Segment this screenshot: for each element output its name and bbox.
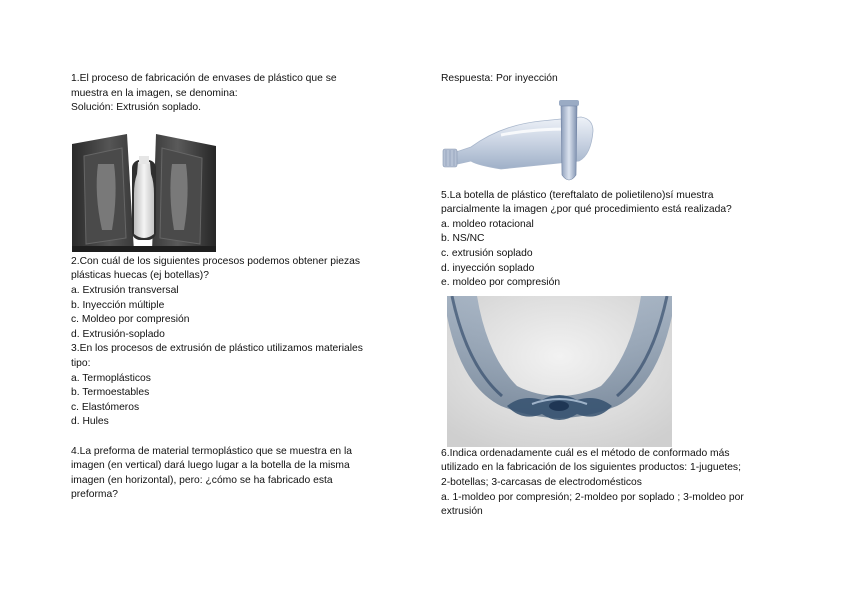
question-2-option-b: b. Inyección múltiple [71,299,165,311]
bottle-bottom-photo [447,296,672,447]
question-4-line-1: 4.La preforma de material termoplástico que se muestra en la [71,445,353,457]
question-2-line-2: plásticas huecas (ej botellas)? [71,270,209,282]
question-6-line-2: utilizado en la fabricación de los siguientes productos: 1-juguetes; [441,462,741,474]
question-3-option-d: d. Hules [71,416,109,428]
question-5-line-2: parcialmente la imagen ¿por qué procedimiento está realizada? [441,204,732,216]
question-6-line-3: 2-botellas; 3-carcasas de electrodomésticos [441,476,642,488]
question-5-line-1: 5.La botella de plástico (tereftalato de polietileno)sí muestra [441,189,714,201]
question-1-line-2: muestra en la imagen, se denomina: [71,87,238,99]
question-4 [71,445,391,503]
question-3-line-1: 3.En los procesos de extrusión de plástico utilizamos materiales [71,343,363,355]
question-2-option-c: c. Moldeo por compresión [71,314,190,326]
question-6-line-4: a. 1-moldeo por compresión; 2-moldeo por soplado ; 3-moldeo por [441,491,744,503]
question-5-option-b: b. NS/NC [441,233,485,245]
question-3 [71,342,391,430]
question-5-option-c: c. extrusión soplado [441,247,533,259]
question-6-line-1: 6.Indica ordenadamente cuál es el método de conformado más [441,447,730,459]
question-1-line-1: 1.El proceso de fabricación de envases de plástico que se [71,73,337,84]
mold-photo [72,134,216,252]
question-6 [441,447,781,520]
question-6-line-5: extrusión [441,506,483,518]
question-5-option-d: d. inyección soplado [441,262,535,274]
question-2 [71,255,391,343]
spacer [71,430,391,445]
question-3-line-2: tipo: [71,357,91,369]
question-5-option-a: a. moldeo rotacional [441,218,534,230]
question-4-line-3: imagen (en horizontal), pero: ¿cómo se ha fabricado esta [71,474,333,486]
question-3-option-c: c. Elastómeros [71,401,140,413]
bottle-preform-photo [441,95,596,190]
question-2-option-d: d. Extrusión-soplado [71,328,165,340]
question-2-line-1: 2.Con cuál de los siguientes procesos podemos obtener piezas [71,255,361,267]
question-2-option-a: a. Extrusión transversal [71,284,179,296]
question-4-line-4: preforma? [71,489,118,501]
question-5 [441,189,781,291]
question-1 [71,72,391,116]
question-3-option-b: b. Termoestables [71,387,150,399]
question-1-solution: Solución: Extrusión soplado. [71,102,201,114]
answer-text: Respuesta: Por inyección [441,73,558,84]
question-3-option-a: a. Termoplásticos [71,372,151,384]
question-4-line-2: imagen (en vertical) dará luego lugar a la botella de la misma [71,460,350,472]
question-5-option-e: e. moldeo por compresión [441,277,561,289]
